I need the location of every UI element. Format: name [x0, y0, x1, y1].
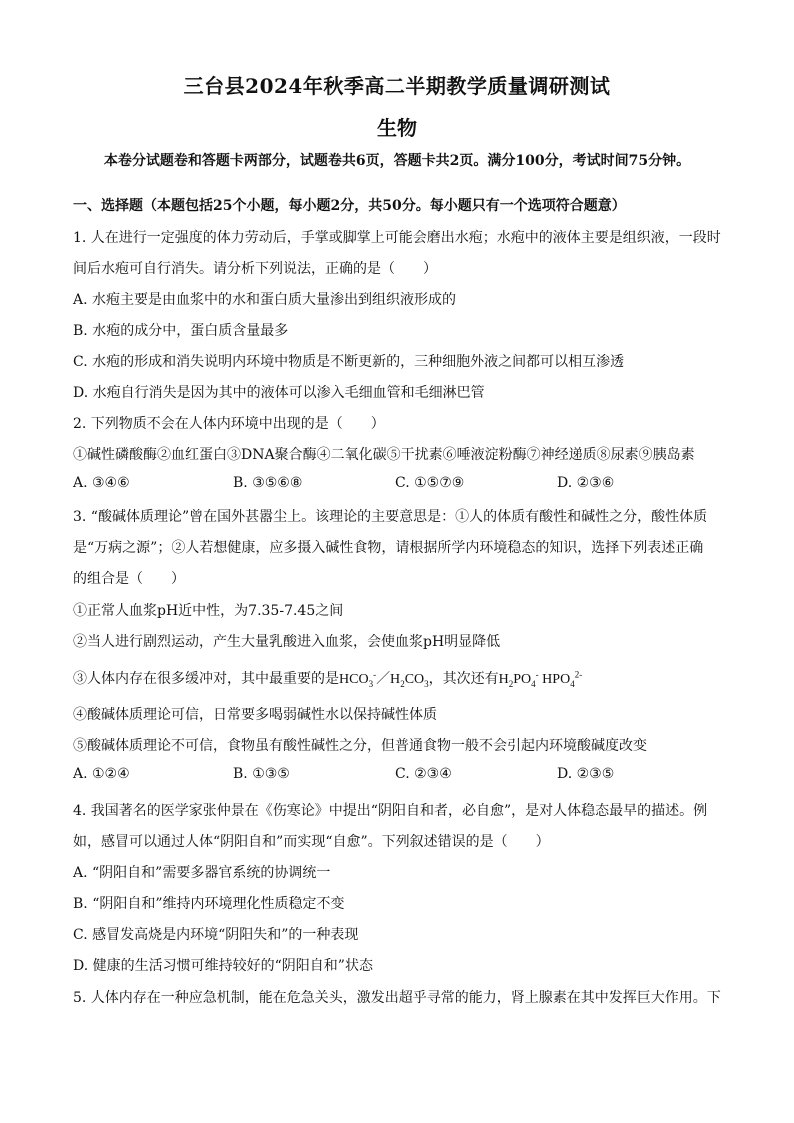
q3-option-c: C. ②③④ [395, 766, 452, 782]
slash-h-text: ／H [376, 672, 401, 687]
subscript: 4 [570, 678, 575, 689]
section-heading: 一、选择题（本题包括25个小题，每小题2分，共50分。每小题只有一个选项符合题意） [73, 198, 626, 214]
q3-statement-5: ⑤酸碱体质理论不可信，食物虽有酸性碱性之分，但普通食物一般不会引起内环境酸碱度改变 [73, 738, 647, 754]
hydrogen-phosphate-formula [538, 669, 583, 689]
q2-option-c: C. ①⑤⑦⑨ [395, 475, 465, 491]
q1-option-a: A. 水疱主要是由血浆中的水和蛋白质大量渗出到组织液形成的 [73, 292, 457, 308]
subject-title: 生物 [377, 116, 417, 140]
q2-items: ①碱性磷酸酶②血红蛋白③DNA聚合酶④二氧化碳⑤干扰素⑥唾液淀粉酶⑦神经递质⑧尿素⑨胰岛素 [73, 447, 695, 463]
q3-statement-3-text-b: ，其次还有 [428, 671, 499, 687]
q2-option-a: A. ③④⑥ [73, 475, 130, 491]
q1-stem-line1: 1. 人在进行一定强度的体力劳动后，手掌或脚掌上可能会磨出水疱；水疱中的液体主要是组织液，一段时 [73, 230, 721, 246]
q4-option-c: C. 感冒发高烧是内环境“阴阳失和”的一种表现 [73, 927, 359, 943]
q4-stem-line2: 如，感冒可以通过人体“阴阳自和”而实现“自愈”。下列叙述错误的是（ ） [73, 834, 550, 850]
superscript: - [535, 669, 539, 680]
q2-option-d: D. ②③⑥ [557, 475, 615, 491]
carbonic-acid-formula [376, 672, 429, 687]
q3-stem-line2: 是“万病之源”；②人若想健康，应多摄入碱性食物，请根据所学内环境稳态的知识，选择下列表述正确 [73, 540, 704, 556]
subscript: 3 [368, 678, 374, 689]
q4-stem-line1: 4. 我国著名的医学家张仲景在《伤寒论》中提出“阴阳自和者，必自愈”，是对人体稳态最早的描述。例 [73, 803, 708, 819]
q5-stem-line1: 5. 人体内存在一种应急机制，能在危急关头，激发出超乎寻常的能力，肾上腺素在其中发挥巨大作用。下 [73, 990, 721, 1006]
bicarbonate-formula [339, 669, 377, 689]
q3-option-b: B. ①③⑤ [233, 766, 290, 782]
h-text: H [498, 672, 509, 687]
q2-stem: 2. 下列物质不会在人体内环境中出现的是（ ） [73, 416, 385, 432]
q4-option-b: B. “阴阳自和”维持内环境理化性质稳定不变 [73, 896, 345, 912]
superscript: 2- [574, 669, 583, 680]
q1-stem-line2: 间后水疱可自行消失。请分析下列说法，正确的是（ ） [73, 261, 437, 277]
co-text: CO [404, 672, 425, 687]
subscript: 4 [531, 678, 536, 689]
superscript: - [373, 669, 377, 680]
q4-option-a: A. “阴阳自和”需要多器官系统的协调统一 [73, 865, 331, 881]
q3-statement-4: ④酸碱体质理论可信，日常要多喝弱碱性水以保持碱性体质 [73, 707, 437, 723]
q3-statement-3 [73, 668, 582, 688]
q3-stem-line3: 的组合是（ ） [73, 571, 185, 587]
exam-instructions: 本卷分试题卷和答题卡两部分，试题卷共6页，答题卡共2页。满分100分，考试时间75分钟。 [103, 153, 691, 169]
dihydrogen-phosphate-formula [498, 669, 539, 689]
q3-statement-3-text-a: ③人体内存在很多缓冲对，其中最重要的是 [73, 671, 339, 687]
q1-option-d: D. 水疱自行消失是因为其中的液体可以渗入毛细血管和毛细淋巴管 [73, 385, 485, 401]
po-text: PO [513, 672, 532, 687]
q2-option-b: B. ③⑤⑥⑧ [233, 475, 303, 491]
hpo-text: HPO [538, 672, 571, 687]
exam-title: 三台县2024年秋季高二半期教学质量调研测试 [183, 74, 611, 98]
subscript: 3 [424, 678, 429, 689]
q1-option-b: B. 水疱的成分中，蛋白质含量最多 [73, 323, 289, 339]
q4-option-d: D. 健康的生活习惯可维持较好的“阴阳自和”状态 [73, 958, 373, 974]
q3-option-d: D. ②③⑤ [557, 766, 615, 782]
q3-stem-line1: 3. “酸碱体质理论”曾在国外甚嚣尘上。该理论的主要意思是：①人的体质有酸性和碱性之分，酸性体质 [73, 509, 708, 525]
q3-statement-1: ①正常人血浆pH近中性，为7.35-7.45之间 [73, 603, 344, 619]
q3-option-a: A. ①②④ [73, 766, 130, 782]
hco-text: HCO [339, 672, 369, 687]
subscript: 2 [400, 678, 405, 689]
q1-option-c: C. 水疱的形成和消失说明内环境中物质是不断更新的，三种细胞外液之间都可以相互渗透 [73, 354, 625, 370]
subscript: 2 [508, 678, 514, 689]
q3-statement-2: ②当人进行剧烈运动，产生大量乳酸进入血浆，会使血浆pH明显降低 [73, 634, 501, 650]
